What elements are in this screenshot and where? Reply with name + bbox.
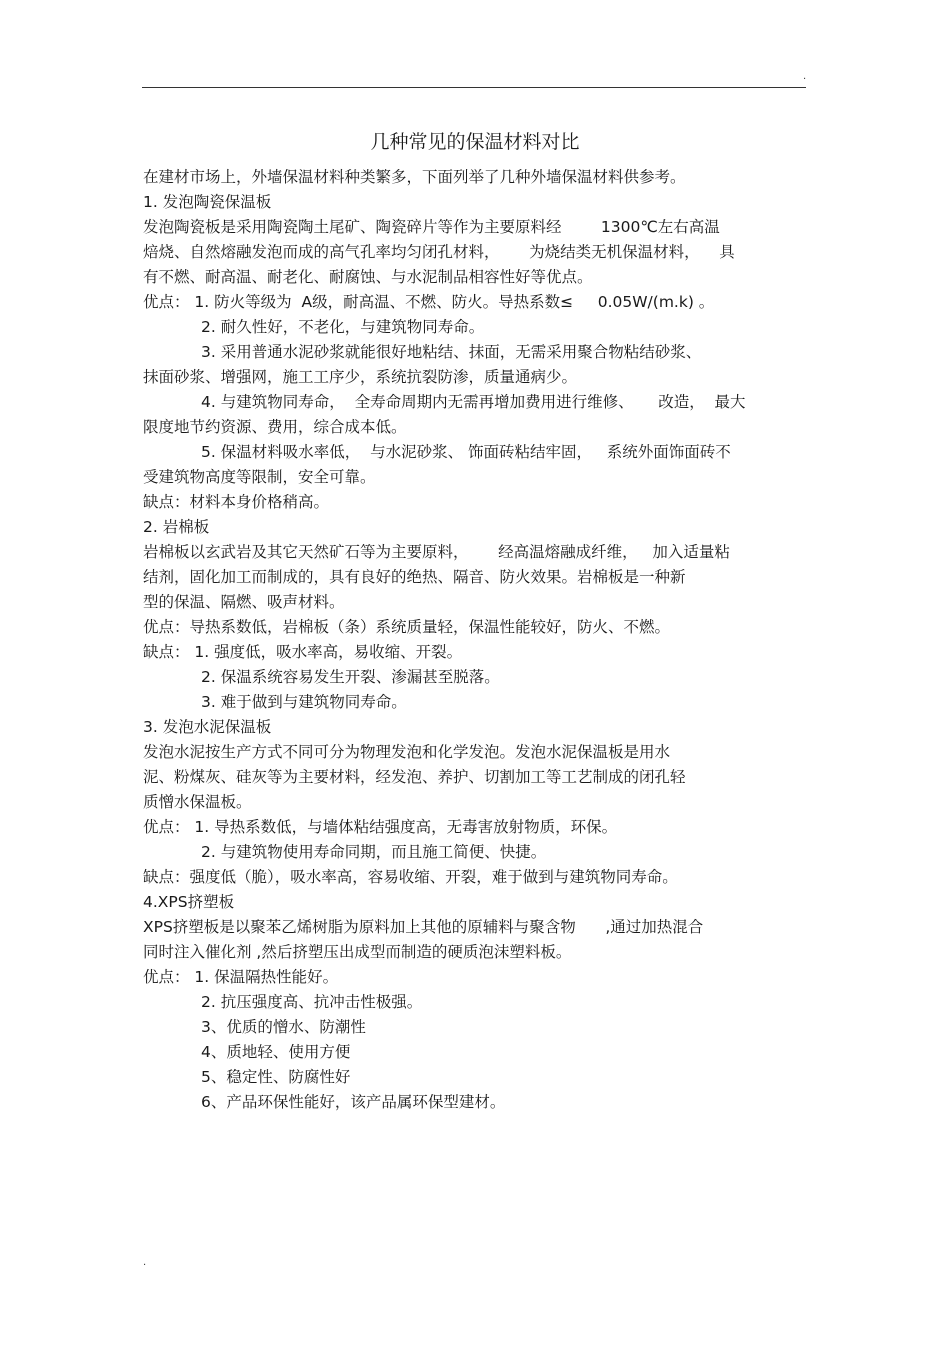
section-heading: 3. 发泡水泥保温板 (143, 718, 272, 736)
paragraph-line: 限度地节约资源、费用，综合成本低。 (143, 418, 407, 436)
list-item: 3. 难于做到与建筑物同寿命。 (201, 693, 407, 711)
paragraph-line: 结剂，固化加工而制成的，具有良好的绝热、隔音、防火效果。岩棉板是一种新 (143, 568, 686, 586)
paragraph-line: 质憎水保温板。 (143, 793, 252, 811)
section-heading: 1. 发泡陶瓷保温板 (143, 193, 272, 211)
cons-line: 缺点： 1. 强度低，吸水率高，易收缩、开裂。 (143, 643, 463, 661)
footer-dot: . (143, 1257, 147, 1268)
paragraph-line: 焙烧、自然熔融发泡而成的高气孔率均匀闭孔材料， 为烧结类无机保温材料， 具 (143, 243, 735, 261)
cons-line: 缺点：材料本身价格稍高。 (143, 493, 330, 511)
paragraph-line: 岩棉板以玄武岩及其它天然矿石等为主要原料， 经高温熔融成纤维， 加入适量粘 (143, 543, 730, 561)
intro-paragraph: 在建材市场上，外墙保温材料种类繁多，下面列举了几种外墙保温材料供参考。 (143, 168, 686, 186)
list-item: 2. 耐久性好，不老化，与建筑物同寿命。 (201, 318, 485, 336)
list-item: 3、优质的憎水、防潮性 (201, 1018, 366, 1036)
pros-line: 优点：导热系数低，岩棉板（条）系统质量轻，保温性能较好，防火、不燃。 (143, 618, 671, 636)
list-item: 2. 保温系统容易发生开裂、渗漏甚至脱落。 (201, 668, 500, 686)
cons-line: 缺点：强度低（脆），吸水率高，容易收缩、开裂，难于做到与建筑物同寿命。 (143, 868, 678, 886)
list-item: 6、产品环保性能好，该产品属环保型建材。 (201, 1093, 506, 1111)
document-body (143, 165, 813, 1115)
paragraph-line: 受建筑物高度等限制，安全可靠。 (143, 468, 376, 486)
paragraph-line: 泥、粉煤灰、硅灰等为主要材料，经发泡、养护、切割加工等工艺制成的闭孔轻 (143, 768, 686, 786)
pros-line: 优点： 1. 导热系数低，与墙体粘结强度高，无毒害放射物质，环保。 (143, 818, 618, 836)
paragraph-line: 型的保温、隔燃、吸声材料。 (143, 593, 345, 611)
list-item: 5、稳定性、防腐性好 (201, 1068, 351, 1086)
header-rule (142, 87, 806, 88)
section-heading: 2. 岩棉板 (143, 518, 210, 536)
page-title: 几种常见的保温材料对比 (370, 131, 580, 153)
paragraph-line: 同时注入催化剂 ,然后挤塑压出成型而制造的硬质泡沫塑料板。 (143, 943, 572, 961)
pros-line: 优点： 1. 防火等级为 A级，耐高温、不燃、防火。导热系数≤ 0.05W/(m.k) 。 (143, 293, 715, 311)
paragraph-line: 发泡陶瓷板是采用陶瓷陶土尾矿、陶瓷碎片等作为主要原料经 1300℃左右高温 (143, 218, 720, 236)
section-heading: 4.XPS挤塑板 (143, 893, 235, 911)
list-item: 4. 与建筑物同寿命， 全寿命周期内无需再增加费用进行维修、 改造， 最大 (201, 393, 746, 411)
list-item: 2. 抗压强度高、抗冲击性极强。 (201, 993, 423, 1011)
list-item: 3. 采用普通水泥砂浆就能很好地粘结、抹面，无需采用聚合物粘结砂浆、 (201, 343, 702, 361)
list-item: 5. 保温材料吸水率低， 与水泥砂浆、 饰面砖粘结牢固， 系统外面饰面砖不 (201, 443, 731, 461)
list-item: 2. 与建筑物使用寿命同期，而且施工简便、快捷。 (201, 843, 547, 861)
header-dot: . (803, 71, 807, 82)
pros-line: 优点： 1. 保温隔热性能好。 (143, 968, 339, 986)
paragraph-line: XPS挤塑板是以聚苯乙烯树脂为原料加上其他的原辅料与聚含物 ,通过加热混合 (143, 918, 704, 936)
paragraph-line: 有不燃、耐高温、耐老化、耐腐蚀、与水泥制品相容性好等优点。 (143, 268, 593, 286)
paragraph-line: 抹面砂浆、增强网，施工工序少，系统抗裂防渗，质量通病少。 (143, 368, 578, 386)
paragraph-line: 发泡水泥按生产方式不同可分为物理发泡和化学发泡。发泡水泥保温板是用水 (143, 743, 671, 761)
list-item: 4、质地轻、使用方便 (201, 1043, 351, 1061)
